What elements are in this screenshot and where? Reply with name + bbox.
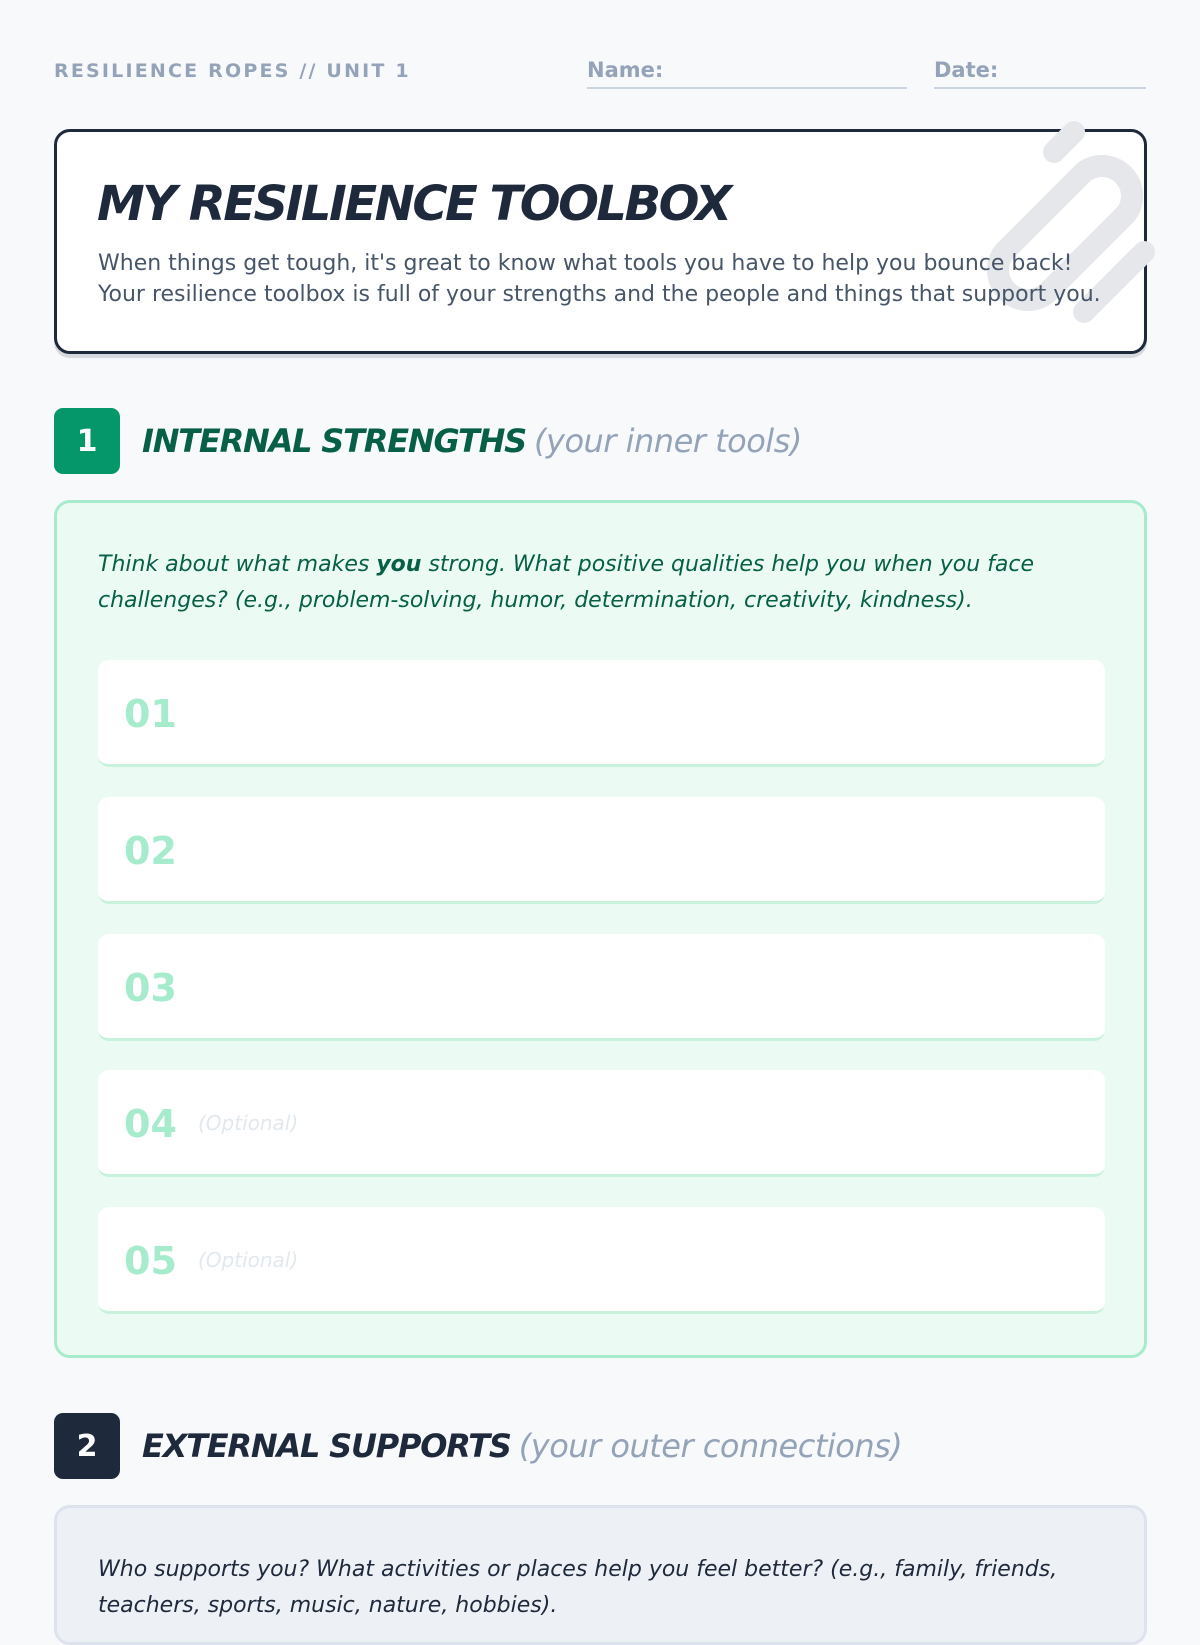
section2-prompt: Who supports you? What activities or places help you feel better? (e.g., family, friends, teachers, sports, music, nature, hobbies).	[98, 1557, 1058, 1618]
entry-number: 04	[124, 1102, 177, 1146]
external-supports-panel	[54, 1505, 1147, 1645]
entry-hint: (Optional)	[198, 1248, 299, 1272]
entry-number: 05	[124, 1239, 177, 1283]
date-label: Date:	[934, 58, 999, 82]
name-label: Name:	[587, 58, 664, 82]
section1-subtitle: (your inner tools)	[534, 422, 802, 460]
strength-entry-1[interactable]	[98, 660, 1105, 767]
strength-entry-5[interactable]	[98, 1207, 1105, 1314]
section1-title-text: INTERNAL STRENGTHS	[142, 422, 527, 460]
section2-subtitle: (your outer connections)	[518, 1427, 903, 1465]
section2-title	[142, 1427, 902, 1465]
unit-label: RESILIENCE ROPES // UNIT 1	[54, 60, 411, 82]
section1-prompt-emphasis: you	[376, 552, 422, 577]
section2-number-badge: 2	[54, 1413, 120, 1479]
rope-link-icon	[934, 102, 1164, 362]
title-card	[54, 129, 1147, 354]
strength-entry-2[interactable]	[98, 797, 1105, 904]
strength-entry-3[interactable]	[98, 934, 1105, 1041]
entry-hint: (Optional)	[198, 1111, 299, 1135]
section1-number-badge: 1	[54, 408, 120, 474]
strength-entry-4[interactable]	[98, 1070, 1105, 1177]
section1-heading	[54, 408, 1147, 474]
entry-number: 02	[124, 829, 177, 873]
worksheet-header	[54, 58, 1146, 90]
section1-prompt-end: strong. What positive qualities help you when you face challenges? (e.g., problem-solving, humor, determination, creativity, kindness).	[98, 552, 1035, 613]
section2-title-text: EXTERNAL SUPPORTS	[142, 1427, 511, 1465]
section2-heading	[54, 1413, 1147, 1479]
entry-number: 03	[124, 966, 177, 1010]
section1-prompt-start: Think about what makes	[98, 552, 377, 577]
date-field[interactable]	[934, 58, 1146, 89]
internal-strengths-panel	[54, 500, 1147, 1358]
name-field[interactable]	[587, 58, 907, 89]
worksheet-title: MY RESILIENCE TOOLBOX	[97, 176, 730, 232]
section1-prompt	[98, 547, 1098, 619]
entry-number: 01	[124, 692, 177, 736]
section1-title	[142, 422, 802, 460]
worksheet-intro: When things get tough, it's great to know what tools you have to help you bounce back! Your resilience toolbox is full of your strengths and the people and things that support you.	[98, 251, 1101, 307]
